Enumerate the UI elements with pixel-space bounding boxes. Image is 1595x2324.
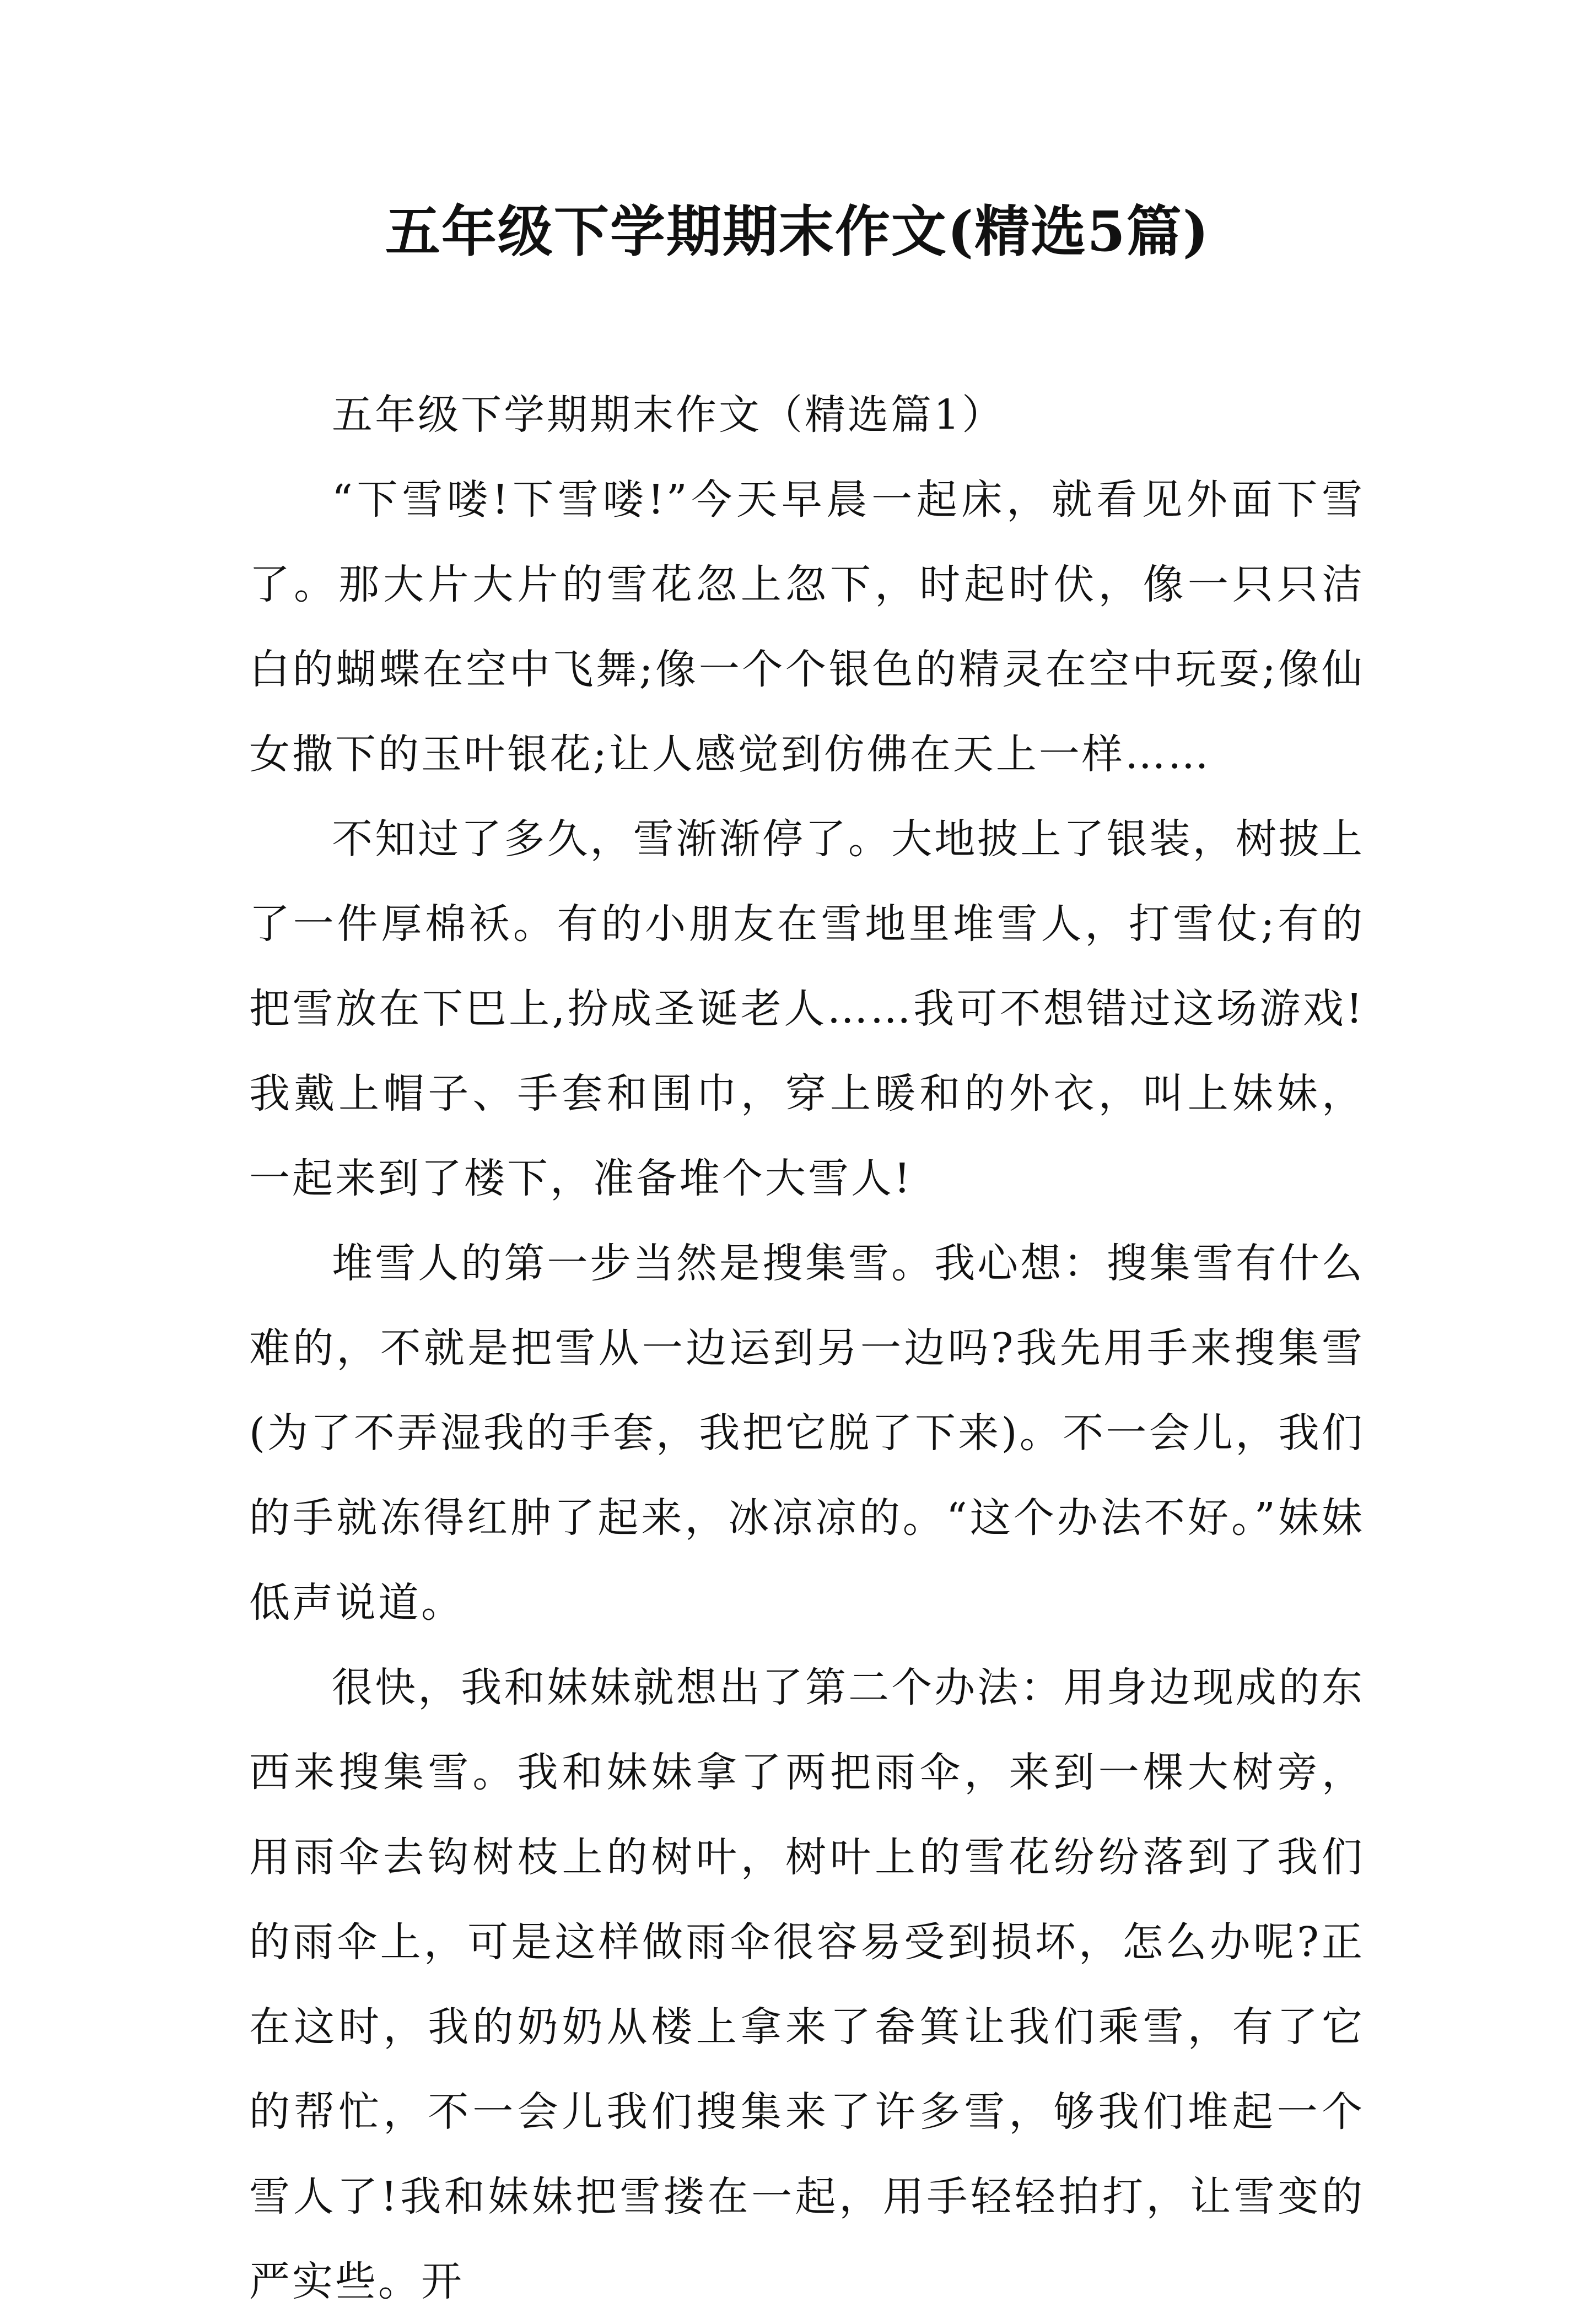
paragraph-4: 很快，我和妹妹就想出了第二个办法：用身边现成的东西来搜集雪。我和妹妹拿了两把雨伞，来到一棵大树旁，用雨伞去钩树枝上的树叶，树叶上的雪花纷纷落到了我们的雨伞上，可是这样做雨伞很容易受到损坏，怎么办呢?正在这时，我的奶奶从楼上拿来了畚箕让我们乘雪，有了它的帮忙，不一会儿我们搜集来了许多雪，够我们堆起一个雪人了!我和妹妹把雪搂在一起，用手轻轻拍打，让雪变的严实些。开 (249, 1664, 1365, 2305)
document-title: 五年级下学期期末作文(精选5篇) (385, 199, 1210, 264)
paragraph-3: 堆雪人的第一步当然是搜集雪。我心想：搜集雪有什么难的，不就是把雪从一边运到另一边吗?我先用手来搜集雪(为了不弄湿我的手套，我把它脱了下来)。不一会儿，我们的手就冻得红肿了起来，冰凉凉的。“这个办法不好。”妹妹低声说道。 (249, 1240, 1365, 1626)
paragraph-1: “下雪喽!下雪喽!”今天早晨一起床，就看见外面下雪了。那大片大片的雪花忽上忽下，时起时伏，像一只只洁白的蝴蝶在空中飞舞;像一个个银色的精灵在空中玩耍;像仙女撒下的玉叶银花;让人感觉到仿佛在天上一样…… (249, 476, 1365, 778)
section-heading: 五年级下学期期末作文（精选篇1） (332, 391, 1005, 439)
paragraph-2: 不知过了多久，雪渐渐停了。大地披上了银装，树披上了一件厚棉袄。有的小朋友在雪地里堆雪人，打雪仗;有的把雪放在下巴上,扮成圣诞老人……我可不想错过这场游戏!我戴上帽子、手套和围巾，穿上暖和的外衣，叫上妹妹，一起来到了楼下，准备堆个大雪人! (249, 815, 1365, 1202)
document-body (249, 372, 1365, 2324)
